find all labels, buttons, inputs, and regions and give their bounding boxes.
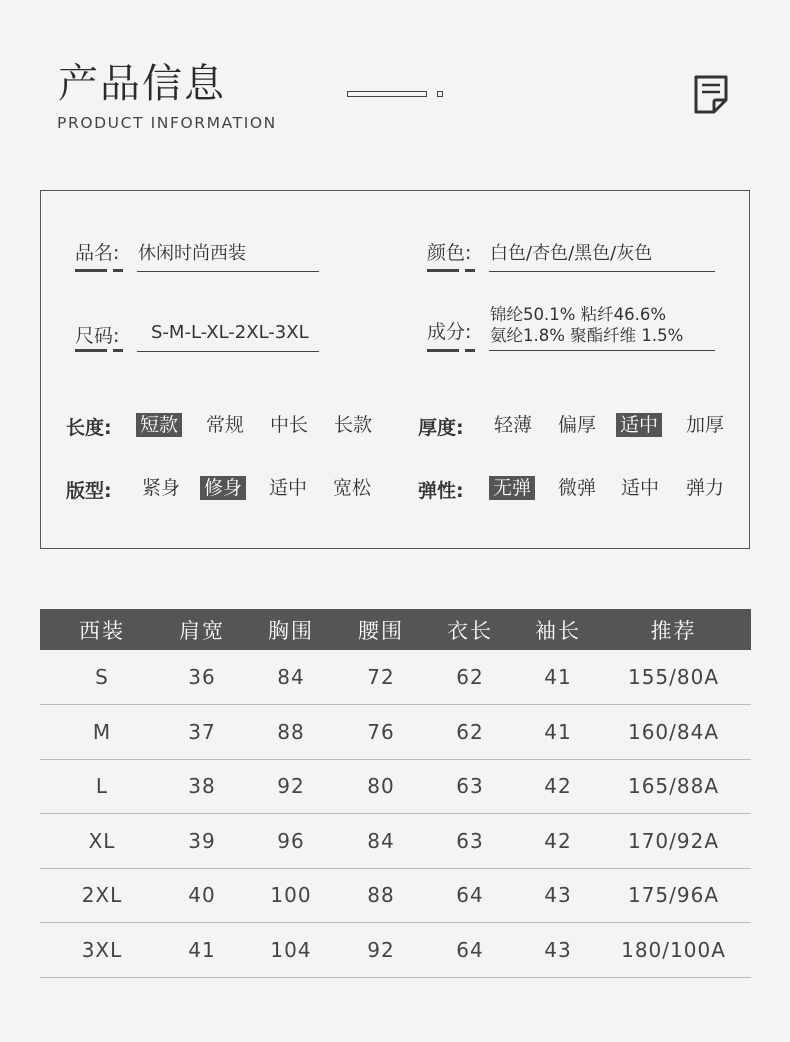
table-header-row <box>40 609 751 650</box>
elasticity-option-stretch: 弹力 <box>686 477 725 499</box>
table-cell: 37 <box>164 705 240 760</box>
table-cell: 155/80A <box>596 650 751 705</box>
decorative-dot <box>437 91 443 97</box>
table-header-cell: 胸围 <box>240 609 342 650</box>
table-header-cell: 西装 <box>40 609 164 650</box>
table-cell: 84 <box>342 814 420 869</box>
table-cell: 72 <box>342 650 420 705</box>
label-underline-dot <box>465 269 475 272</box>
decorative-bar <box>347 91 427 97</box>
page-subtitle: PRODUCT INFORMATION <box>57 114 277 132</box>
fit-option-moderate: 适中 <box>269 477 308 499</box>
table-header-cell: 衣长 <box>420 609 520 650</box>
table-cell: 84 <box>240 650 342 705</box>
value-underline <box>489 271 715 272</box>
table-header-cell: 腰围 <box>342 609 420 650</box>
table-cell: 92 <box>240 759 342 814</box>
table-cell: 76 <box>342 705 420 760</box>
table-cell: 180/100A <box>596 923 751 978</box>
elasticity-label: 弹性: <box>418 480 464 502</box>
table-row <box>40 705 751 760</box>
composition-line-2: 氨纶1.8% 聚酯纤维 1.5% <box>490 326 684 345</box>
elasticity-option-none: 无弹 <box>489 476 535 500</box>
table-cell: 43 <box>520 868 596 923</box>
table-cell: 160/84A <box>596 705 751 760</box>
table-cell: 40 <box>164 868 240 923</box>
table-cell: S <box>40 650 164 705</box>
table-header-cell: 袖长 <box>520 609 596 650</box>
composition-line-1: 锦纶50.1% 粘纤46.6% <box>490 305 667 324</box>
label-underline <box>427 349 459 352</box>
table-header-cell: 肩宽 <box>164 609 240 650</box>
label-underline-dot <box>465 349 475 352</box>
table-cell: 38 <box>164 759 240 814</box>
table-row <box>40 868 751 923</box>
table-cell: 96 <box>240 814 342 869</box>
name-label: 品名: <box>75 242 120 264</box>
label-underline-dot <box>113 349 123 352</box>
product-info-box <box>40 190 750 549</box>
table-cell: 64 <box>420 923 520 978</box>
composition-label: 成分: <box>427 321 472 343</box>
thickness-option-thickish: 偏厚 <box>558 414 597 436</box>
thickness-label: 厚度: <box>418 417 464 439</box>
fit-option-loose: 宽松 <box>333 477 372 499</box>
table-cell: 80 <box>342 759 420 814</box>
size-label: 尺码: <box>75 325 120 347</box>
table-cell: 41 <box>164 923 240 978</box>
table-cell: 104 <box>240 923 342 978</box>
length-option-long: 长款 <box>334 414 373 436</box>
table-cell: 41 <box>520 650 596 705</box>
fit-option-slim: 修身 <box>200 476 246 500</box>
table-cell: 3XL <box>40 923 164 978</box>
thickness-option-thin: 轻薄 <box>494 414 533 436</box>
table-cell: 88 <box>342 868 420 923</box>
table-cell: L <box>40 759 164 814</box>
table-cell: 92 <box>342 923 420 978</box>
table-row <box>40 650 751 705</box>
table-row <box>40 923 751 978</box>
table-cell: M <box>40 705 164 760</box>
document-edit-icon <box>692 74 730 114</box>
color-label: 颜色: <box>427 242 472 264</box>
elasticity-option-slight: 微弹 <box>558 477 597 499</box>
color-value: 白色/杏色/黑色/灰色 <box>490 243 653 264</box>
length-option-medium-long: 中长 <box>270 414 309 436</box>
name-value: 休闲时尚西装 <box>138 243 246 264</box>
table-cell: 39 <box>164 814 240 869</box>
fit-option-tight: 紧身 <box>142 477 181 499</box>
table-cell: 165/88A <box>596 759 751 814</box>
value-underline <box>137 271 319 272</box>
value-underline <box>137 351 319 352</box>
size-value: S-M-L-XL-2XL-3XL <box>151 322 309 343</box>
table-cell: XL <box>40 814 164 869</box>
elasticity-option-moderate: 适中 <box>621 477 660 499</box>
table-cell: 62 <box>420 650 520 705</box>
table-cell: 42 <box>520 814 596 869</box>
table-cell: 170/92A <box>596 814 751 869</box>
table-cell: 2XL <box>40 868 164 923</box>
table-cell: 64 <box>420 868 520 923</box>
length-option-regular: 常规 <box>206 414 245 436</box>
label-underline <box>75 349 107 352</box>
table-cell: 88 <box>240 705 342 760</box>
thickness-option-moderate: 适中 <box>616 413 662 437</box>
table-cell: 100 <box>240 868 342 923</box>
fit-label: 版型: <box>66 480 112 502</box>
label-underline-dot <box>113 269 123 272</box>
table-cell: 41 <box>520 705 596 760</box>
table-cell: 63 <box>420 814 520 869</box>
length-label: 长度: <box>66 417 112 439</box>
table-cell: 43 <box>520 923 596 978</box>
length-option-short: 短款 <box>136 413 182 437</box>
page-title: 产品信息 <box>58 61 226 107</box>
value-underline <box>489 350 715 351</box>
table-row <box>40 814 751 869</box>
label-underline <box>75 269 107 272</box>
table-cell: 63 <box>420 759 520 814</box>
label-underline <box>427 269 459 272</box>
table-row <box>40 759 751 814</box>
table-cell: 62 <box>420 705 520 760</box>
size-table <box>40 609 751 978</box>
table-header-cell: 推荐 <box>596 609 751 650</box>
table-cell: 175/96A <box>596 868 751 923</box>
thickness-option-thick: 加厚 <box>686 414 725 436</box>
table-cell: 36 <box>164 650 240 705</box>
table-cell: 42 <box>520 759 596 814</box>
